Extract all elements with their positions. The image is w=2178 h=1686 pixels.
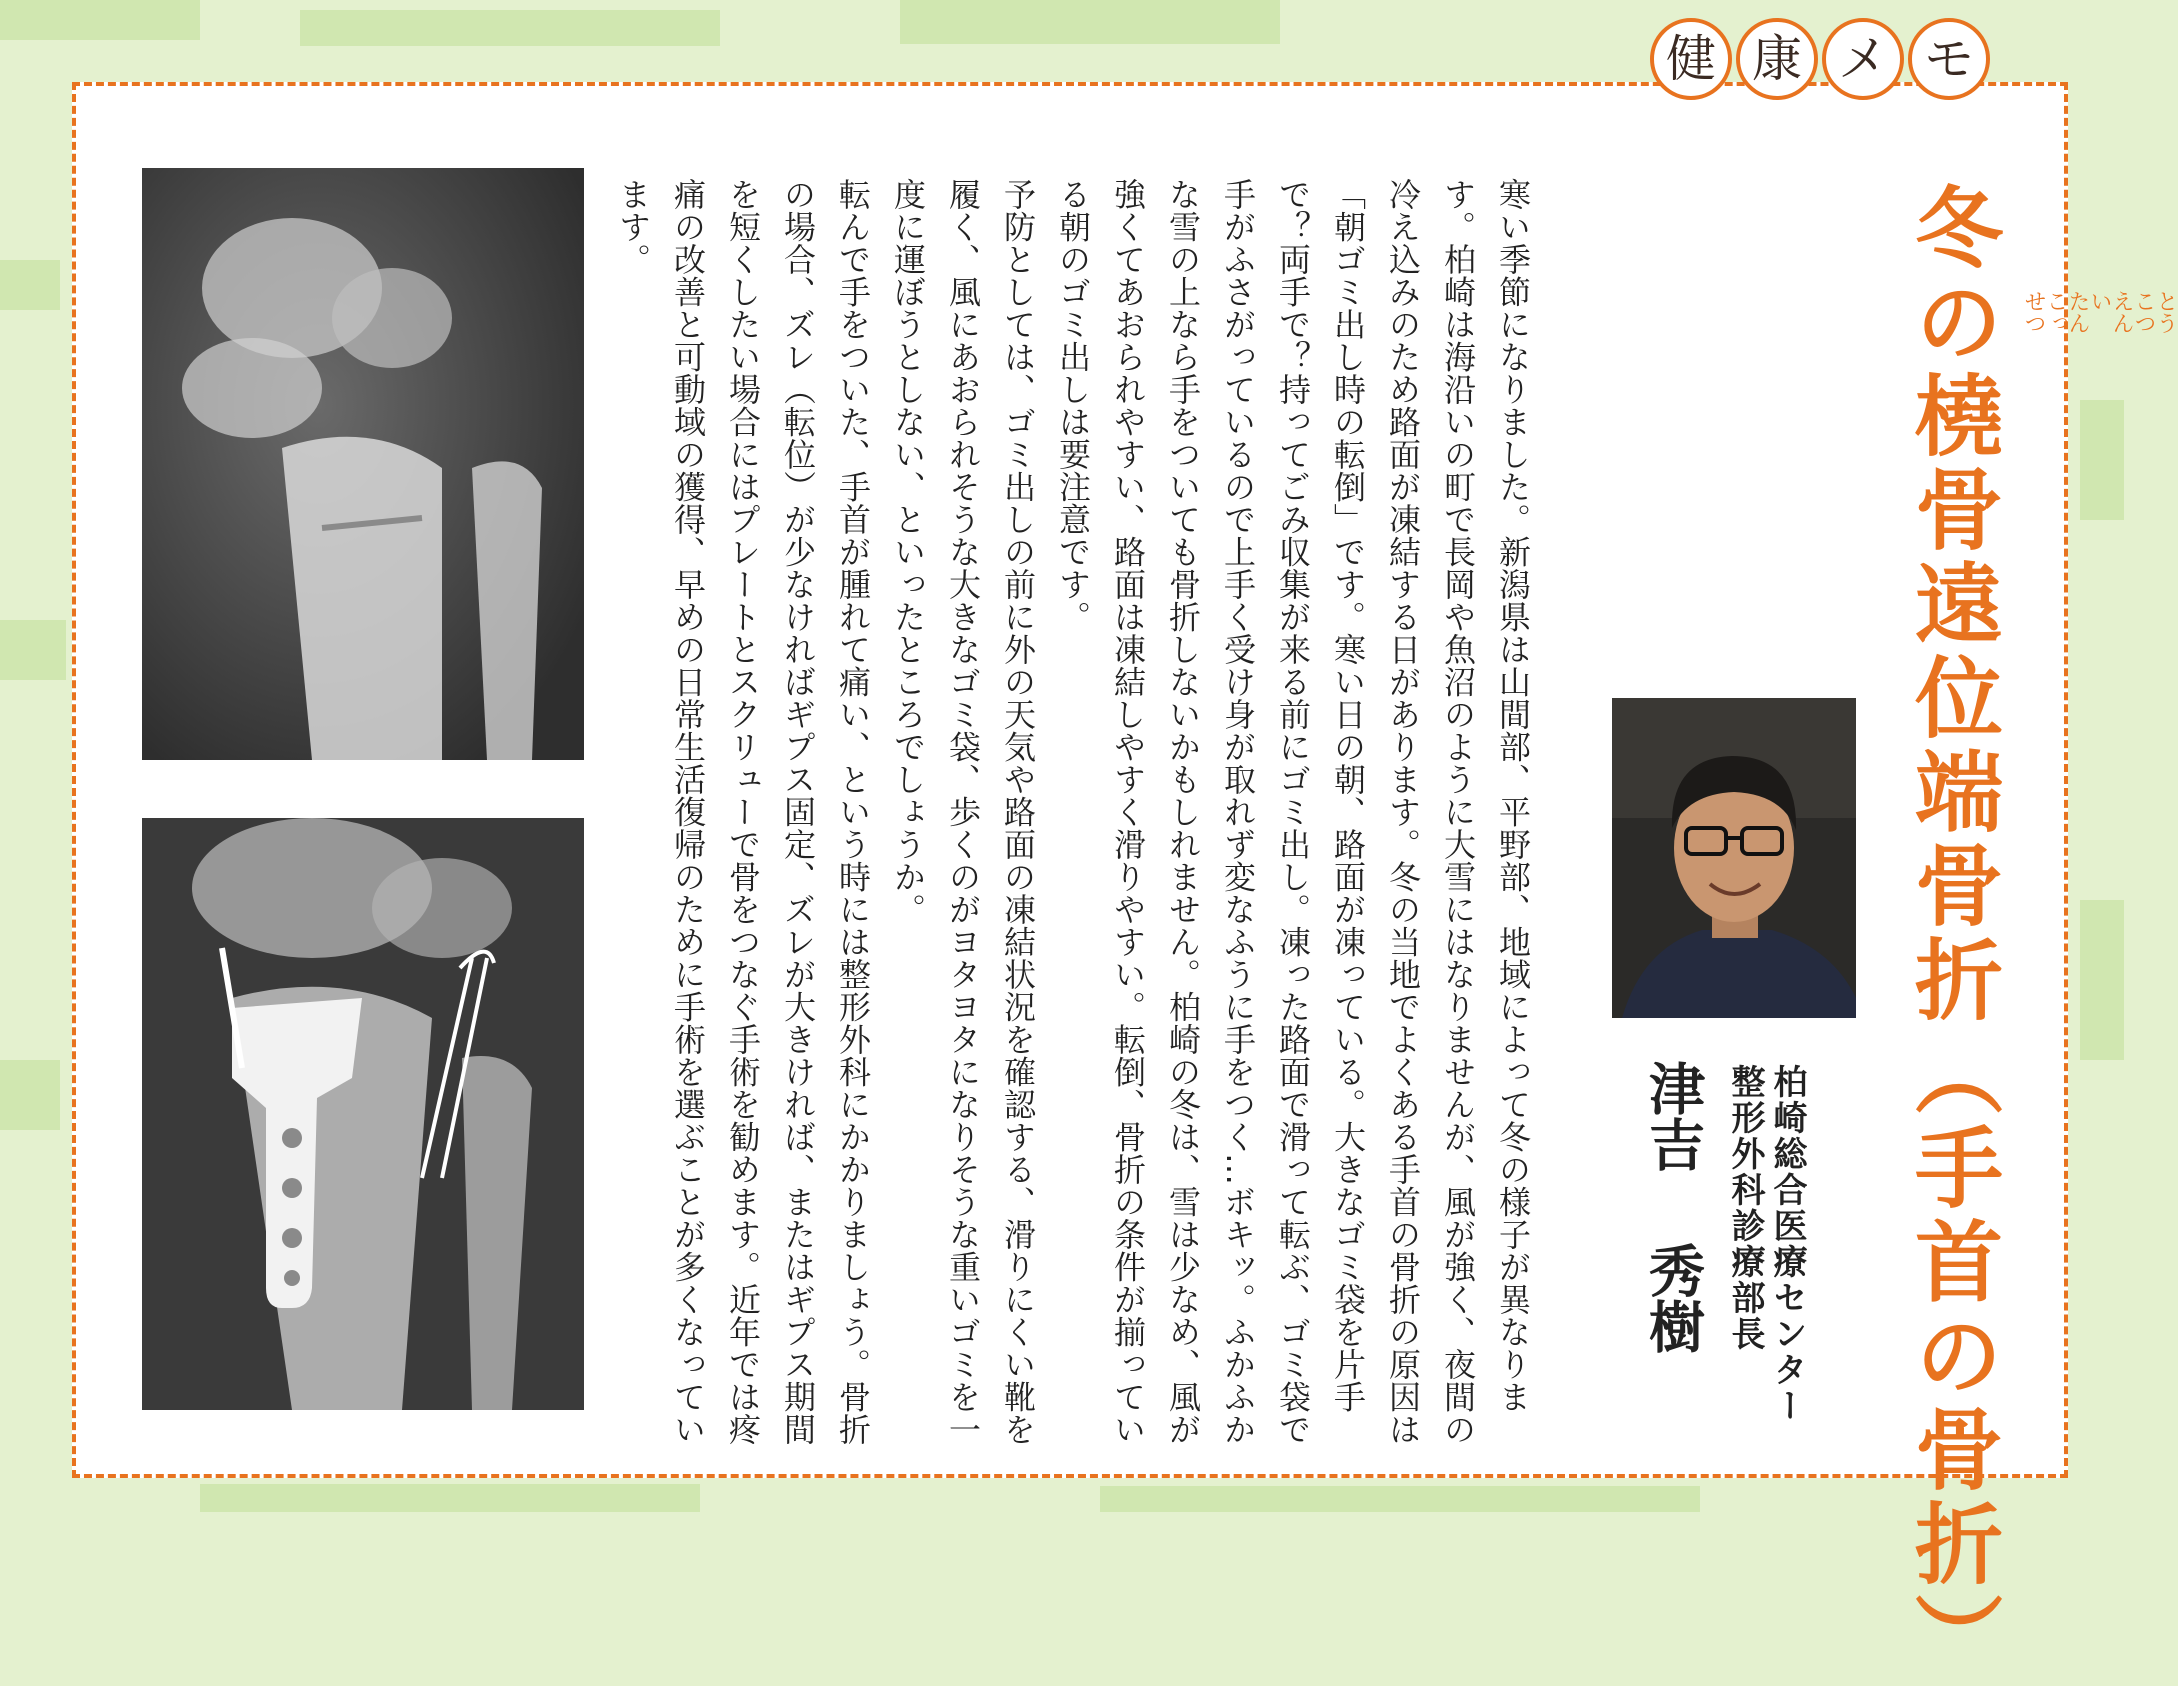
author-department: 整形外科診療部長 (1725, 1064, 1765, 1352)
article-body (600, 178, 1540, 1458)
background-stripe (900, 0, 1280, 44)
background-stripe (0, 0, 200, 40)
background-stripe (200, 1484, 700, 1512)
ruby-text: とう (2153, 290, 2178, 334)
background-stripe (0, 1060, 60, 1130)
author-given-name: 秀樹 (1640, 1242, 1705, 1354)
ruby-text: たん (2065, 290, 2090, 334)
article-paragraph: 予防としては、ゴミ出しの前に外の天気や路面の凍結状況を確認する、滑りにくい靴を履く、風にあおられそうな大きなゴミ袋、歩くのがヨタヨタになりそうな重いゴミを一度に運ぼうとしない、といったところでしょうか。 (889, 178, 1037, 1446)
xray-image-post-surgery (142, 818, 584, 1410)
tag-char: メ (1822, 18, 1904, 100)
background-stripe (300, 10, 720, 46)
section-tag (1650, 18, 1990, 100)
author-family-name: 津吉 (1640, 1060, 1705, 1172)
background-stripe (2080, 900, 2124, 1060)
tag-char: 健 (1650, 18, 1732, 100)
background-stripe (0, 620, 66, 680)
author-hospital: 柏崎総合医療センター (1767, 1064, 1807, 1424)
article-title: 冬の橈骨遠位端骨折（手首の骨折） (1901, 182, 2004, 1686)
author-name (1640, 1060, 1705, 1354)
xray-image-fracture (142, 168, 584, 760)
tag-char: モ (1908, 18, 1990, 100)
ruby-text: い (2087, 290, 2112, 312)
background-stripe (0, 260, 60, 310)
article-paragraph: 転んで手をついた、手首が腫れて痛い、という時には整形外科にかかりましょう。骨折の場合、ズレ（転位）が少なければギプス固定、ズレが大きければ、またはギプス期間を短くしたい場合にはプレートとスクリューで骨をつなぐ手術を勧めます。近年では疼痛の改善と可動域の獲得、早めの日常生活復帰のために手術を選ぶことが多くなっています。 (614, 178, 872, 1446)
title-ruby (2022, 290, 2176, 388)
article-paragraph: 寒い季節になりました。新潟県は山間部、平野部、地域によって冬の様子が異なります。柏崎は海沿いの町で長岡や魚沼のように大雪にはなりませんが、風が強く、夜間の冷え込みのため路面が凍結する日があります。冬の当地でよくある手首の骨折の原因は「朝ゴミ出し時の転倒」です。寒い日の朝、路面が凍っている。大きなゴミ袋を片手で？両手で？持ってごみ収集が来る前にゴミ出し。凍った路面で滑って転ぶ、ゴミ袋で手がふさがっているので上手く受け身が取れず変なふうに手をつく…ボキッ。ふかふかな雪の上なら手をついても骨折しないかもしれません。柏崎の冬は、雪は少なめ、風が強くてあおられやすい、路面は凍結しやすく滑りやすい。転倒、骨折の条件が揃っている朝のゴミ出しは要注意です。 (1054, 178, 1532, 1446)
background-stripe (2080, 400, 2124, 520)
ruby-text: こつ (2131, 290, 2156, 334)
ruby-text: こっ (2043, 290, 2068, 334)
author-photo (1612, 698, 1856, 1018)
ruby-text: せつ (2021, 290, 2046, 334)
tag-char: 康 (1736, 18, 1818, 100)
background-stripe (1100, 1486, 1700, 1512)
ruby-text: えん (2109, 290, 2134, 334)
